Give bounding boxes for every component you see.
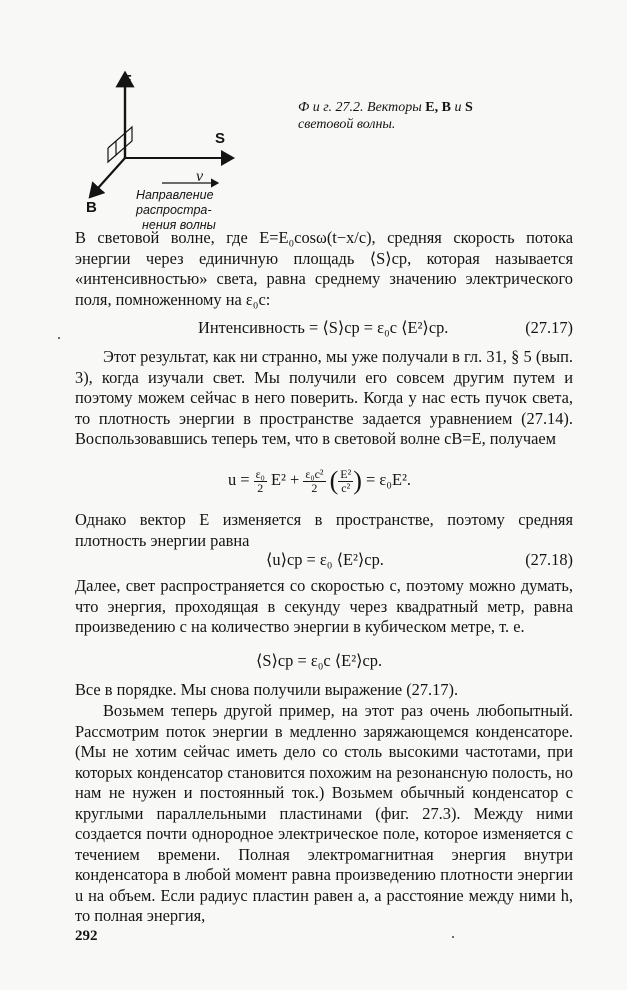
- eq2-frac-1-num: ε₀: [255, 466, 265, 481]
- caption-s: S: [464, 100, 473, 115]
- label-b: B: [86, 199, 97, 216]
- caption-comma: ,: [434, 100, 442, 115]
- paragraph-2: Этот результат, как ни странно, мы уже получали в гл. 31, § 5 (вып. 3), когда изучали свет. Мы получили его совсем другим путем и поэтому можем сейчас в него поверить. Когда у нас есть пучок света, то плотность энергии в пространстве задается уравнением (27.14). Воспользовавшись теперь тем, что в световой волне cB=E, получаем: [75, 347, 573, 448]
- equation-27-18: ⟨u⟩ср = ε₀ ⟨E²⟩ср.: [266, 550, 384, 569]
- stray-mark-2: [452, 936, 454, 938]
- label-s: S: [215, 130, 226, 147]
- caption-e: E: [425, 100, 435, 115]
- caption-b: B: [441, 100, 451, 115]
- eq2-frac-3: [338, 468, 353, 495]
- eq2-paren-close: ): [353, 466, 362, 495]
- b-vector: [90, 158, 125, 197]
- equation-poynting-average: ⟨S⟩ср = ε₀c ⟨E²⟩ср.: [256, 651, 383, 670]
- paragraph-4: Далее, свет распространяется со скоростью c, поэтому можно думать, что энергия, проходящая в секунду через квадратный метр, равна произведению c на количество энергии в кубическом метре, т. е.: [75, 576, 573, 636]
- eq2-lhs: u =: [228, 469, 254, 489]
- label-e: E: [122, 72, 133, 89]
- figure-caption: [298, 99, 588, 133]
- direction-label: [136, 188, 266, 233]
- eq2-frac-2-den: 2: [311, 480, 318, 495]
- stray-mark: [58, 337, 60, 339]
- eq2-frac-2: [303, 468, 325, 495]
- eq2-frac-3-num: E²: [340, 466, 352, 481]
- direction-line-1: Направление распростра-: [136, 188, 214, 217]
- eq2-frac-1: [254, 468, 267, 495]
- paragraph-5: Все в порядке. Мы снова получили выражение (27.17).: [75, 680, 459, 699]
- figure-27-2: [70, 55, 590, 232]
- paragraph-3: Однако вектор E изменяется в пространстве, поэтому средняя плотность энергии равна: [75, 510, 573, 550]
- equation-number-27-17: (27.17): [525, 318, 573, 337]
- eq2-term-1: E² +: [266, 469, 304, 489]
- equation-number-27-18: (27.18): [525, 550, 573, 569]
- eq2-rhs: = ε₀E².: [366, 469, 411, 489]
- label-v: v: [196, 168, 204, 185]
- direction-line-2: нения волны: [142, 218, 216, 232]
- caption-line-2: световой волны.: [298, 117, 396, 132]
- eq2-paren-open: (: [329, 466, 339, 495]
- caption-and: и: [450, 100, 465, 115]
- eq2-frac-3-den: c²: [341, 480, 351, 495]
- eq2-frac-2-num: ε₀c²: [305, 466, 324, 481]
- paragraph-1: В световой волне, где E=E₀cosω(t−x/c), средняя скорость потока энергии через единичную площадь ⟨S⟩ср, которая называется «интенсивностью» света, равна среднему значению электрического поля, помноженному на ε₀c:: [75, 228, 573, 309]
- eq2-frac-1-den: 2: [257, 480, 264, 495]
- caption-lead: Ф и г. 27.2. Векторы: [298, 100, 426, 115]
- equation-27-17: Интенсивность = ⟨S⟩ср = ε₀c ⟨E²⟩ср.: [198, 318, 449, 337]
- paragraph-6: Возьмем теперь другой пример, на этот раз очень любопытный. Рассмотрим поток энергии в медленно заряжающемся конденсаторе. (Мы не хотим сейчас иметь дело со столь высокими частотами, при которых конденсатор становится похожим на резонансную полость, но нам не нужен и постоянный ток.) Возьмем обычный конденсатор с круглыми параллельными пластинами (фиг. 27.3). Между ними создается почти однородное электрическое поле, которое изменяется с течением времени. Полная электромагнитная энергия внутри конденсатора в любой момент равна произведению плотности энергии u на объем. Если радиус пластин равен a, а расстояние между ними h, то полная энергия,: [75, 701, 573, 925]
- page-number: 292: [75, 928, 98, 944]
- equation-energy-density: [228, 466, 411, 496]
- caption-line-1: [298, 99, 588, 116]
- box-edge: [108, 141, 116, 162]
